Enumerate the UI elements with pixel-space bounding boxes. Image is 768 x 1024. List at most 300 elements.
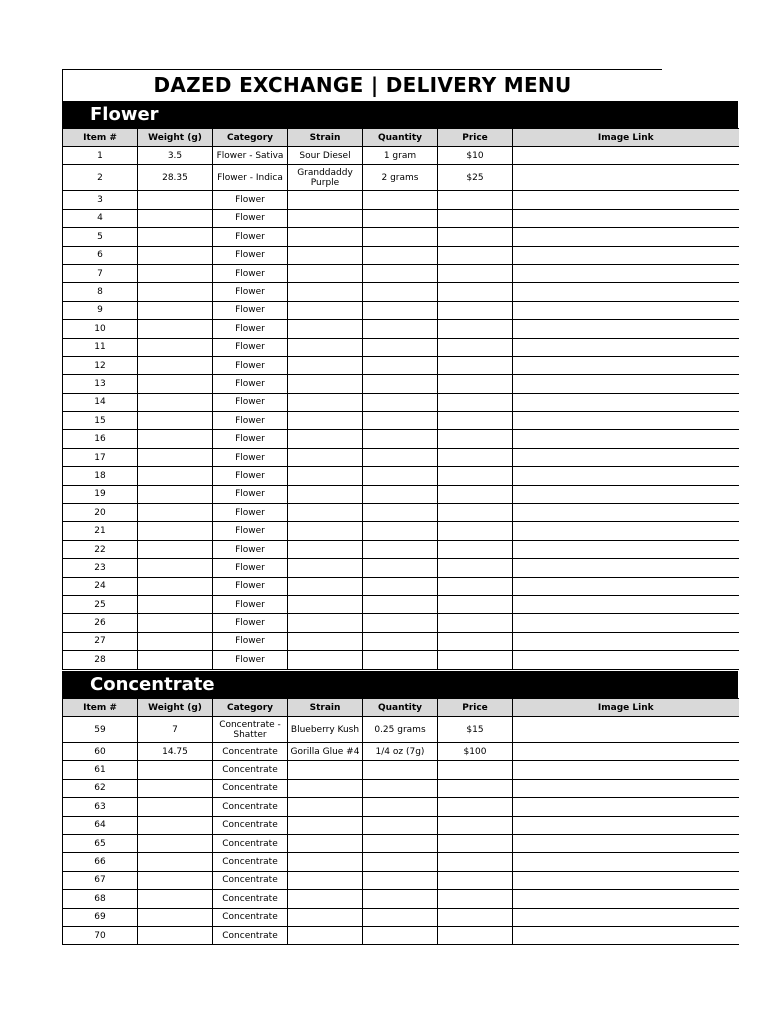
cell-weight: [138, 264, 213, 282]
menu-title: DAZED EXCHANGE | DELIVERY MENU: [62, 69, 662, 101]
cell-weight: [138, 595, 213, 613]
cell-quantity: [363, 926, 438, 944]
column-header-weight: Weight (g): [138, 699, 213, 717]
cell-price: [438, 375, 513, 393]
cell-category: Concentrate: [213, 834, 288, 852]
cell-quantity: [363, 246, 438, 264]
cell-strain: [288, 264, 363, 282]
column-header-weight: Weight (g): [138, 129, 213, 147]
cell-strain: Sour Diesel: [288, 147, 363, 165]
cell-category: Concentrate: [213, 853, 288, 871]
cell-weight: [138, 430, 213, 448]
cell-price: [438, 559, 513, 577]
cell-category: Flower: [213, 338, 288, 356]
cell-item-number: 10: [63, 320, 138, 338]
cell-strain: [288, 283, 363, 301]
cell-weight: [138, 522, 213, 540]
cell-item-number: 60: [63, 743, 138, 761]
cell-price: [438, 393, 513, 411]
cell-weight: [138, 467, 213, 485]
cell-image-link: [513, 412, 739, 430]
cell-price: [438, 485, 513, 503]
table-row: [63, 632, 739, 650]
table-row: [63, 393, 739, 411]
cell-weight: [138, 614, 213, 632]
cell-image-link: [513, 834, 739, 852]
cell-quantity: [363, 320, 438, 338]
cell-item-number: 15: [63, 412, 138, 430]
cell-strain: [288, 779, 363, 797]
cell-quantity: [363, 651, 438, 669]
cell-image-link: [513, 522, 739, 540]
table-row: [63, 816, 739, 834]
table-row: [63, 577, 739, 595]
cell-category: Flower: [213, 577, 288, 595]
cell-category: Concentrate: [213, 816, 288, 834]
cell-item-number: 20: [63, 504, 138, 522]
table-row: [63, 430, 739, 448]
cell-quantity: [363, 228, 438, 246]
cell-price: [438, 356, 513, 374]
table-row: [63, 301, 739, 319]
table-row: [63, 504, 739, 522]
cell-item-number: 19: [63, 485, 138, 503]
table-row: [63, 743, 739, 761]
cell-category: Flower: [213, 430, 288, 448]
cell-price: [438, 540, 513, 558]
cell-quantity: [363, 338, 438, 356]
cell-category: Flower: [213, 467, 288, 485]
cell-weight: [138, 779, 213, 797]
column-header-strain: Strain: [288, 129, 363, 147]
cell-strain: [288, 228, 363, 246]
cell-category: Flower: [213, 595, 288, 613]
cell-weight: [138, 926, 213, 944]
table-row: [63, 798, 739, 816]
cell-price: [438, 779, 513, 797]
cell-category: Flower - Sativa: [213, 147, 288, 165]
cell-weight: [138, 485, 213, 503]
cell-strain: [288, 430, 363, 448]
cell-item-number: 23: [63, 559, 138, 577]
cell-weight: [138, 338, 213, 356]
cell-item-number: 28: [63, 651, 138, 669]
cell-strain: [288, 301, 363, 319]
table-header-row: [63, 129, 739, 147]
cell-strain: [288, 834, 363, 852]
table-row: [63, 871, 739, 889]
cell-strain: Granddaddy Purple: [288, 165, 363, 191]
cell-price: $15: [438, 717, 513, 743]
column-header-item: Item #: [63, 699, 138, 717]
cell-price: [438, 448, 513, 466]
table-row: [63, 559, 739, 577]
cell-item-number: 26: [63, 614, 138, 632]
column-header-price: Price: [438, 699, 513, 717]
cell-image-link: [513, 246, 739, 264]
cell-strain: [288, 853, 363, 871]
table-row: [63, 761, 739, 779]
section-header-concentrate: Concentrate: [62, 671, 738, 698]
cell-item-number: 1: [63, 147, 138, 165]
cell-weight: [138, 283, 213, 301]
column-header-category: Category: [213, 129, 288, 147]
cell-category: Flower: [213, 651, 288, 669]
cell-image-link: [513, 165, 739, 191]
cell-image-link: [513, 871, 739, 889]
cell-price: [438, 871, 513, 889]
column-header-image-link: Image Link: [513, 699, 739, 717]
cell-quantity: [363, 559, 438, 577]
cell-image-link: [513, 338, 739, 356]
cell-quantity: [363, 393, 438, 411]
cell-price: [438, 228, 513, 246]
table-row: [63, 926, 739, 944]
cell-category: Flower: [213, 504, 288, 522]
cell-price: [438, 614, 513, 632]
cell-quantity: [363, 522, 438, 540]
cell-weight: 3.5: [138, 147, 213, 165]
cell-image-link: [513, 651, 739, 669]
table-row: [63, 467, 739, 485]
cell-category: Flower: [213, 448, 288, 466]
cell-image-link: [513, 540, 739, 558]
cell-strain: Gorilla Glue #4: [288, 743, 363, 761]
table-row: [63, 228, 739, 246]
table-row: [63, 651, 739, 669]
table-row: [63, 375, 739, 393]
cell-strain: [288, 926, 363, 944]
cell-quantity: [363, 761, 438, 779]
cell-strain: [288, 320, 363, 338]
cell-category: Flower: [213, 393, 288, 411]
cell-item-number: 7: [63, 264, 138, 282]
column-header-strain: Strain: [288, 699, 363, 717]
cell-price: $25: [438, 165, 513, 191]
cell-quantity: [363, 412, 438, 430]
cell-item-number: 8: [63, 283, 138, 301]
table-row: [63, 485, 739, 503]
cell-strain: [288, 871, 363, 889]
cell-quantity: [363, 834, 438, 852]
cell-strain: [288, 559, 363, 577]
cell-price: [438, 632, 513, 650]
cell-item-number: 27: [63, 632, 138, 650]
cell-image-link: [513, 926, 739, 944]
cell-category: Flower: [213, 485, 288, 503]
cell-weight: 28.35: [138, 165, 213, 191]
cell-item-number: 59: [63, 717, 138, 743]
cell-image-link: [513, 485, 739, 503]
cell-category: Flower: [213, 283, 288, 301]
cell-quantity: [363, 779, 438, 797]
table-row: [63, 779, 739, 797]
cell-quantity: [363, 467, 438, 485]
cell-image-link: [513, 209, 739, 227]
cell-item-number: 3: [63, 191, 138, 209]
cell-price: [438, 816, 513, 834]
cell-category: Flower: [213, 320, 288, 338]
cell-image-link: [513, 228, 739, 246]
cell-weight: [138, 577, 213, 595]
column-header-item: Item #: [63, 129, 138, 147]
cell-price: [438, 798, 513, 816]
table-row: [63, 165, 739, 191]
cell-item-number: 24: [63, 577, 138, 595]
cell-strain: [288, 632, 363, 650]
cell-image-link: [513, 890, 739, 908]
cell-category: Flower: [213, 540, 288, 558]
cell-price: [438, 651, 513, 669]
cell-weight: [138, 356, 213, 374]
cell-category: Concentrate: [213, 743, 288, 761]
cell-price: [438, 908, 513, 926]
cell-category: Flower: [213, 209, 288, 227]
table-row: [63, 614, 739, 632]
cell-item-number: 67: [63, 871, 138, 889]
cell-image-link: [513, 559, 739, 577]
cell-price: $100: [438, 743, 513, 761]
cell-item-number: 12: [63, 356, 138, 374]
cell-quantity: [363, 798, 438, 816]
cell-image-link: [513, 448, 739, 466]
cell-image-link: [513, 320, 739, 338]
cell-quantity: [363, 430, 438, 448]
cell-item-number: 65: [63, 834, 138, 852]
cell-image-link: [513, 356, 739, 374]
cell-quantity: [363, 264, 438, 282]
cell-strain: [288, 393, 363, 411]
cell-strain: [288, 412, 363, 430]
cell-strain: [288, 540, 363, 558]
cell-category: Flower - Indica: [213, 165, 288, 191]
cell-category: Flower: [213, 228, 288, 246]
cell-quantity: 2 grams: [363, 165, 438, 191]
cell-item-number: 25: [63, 595, 138, 613]
cell-weight: 7: [138, 717, 213, 743]
cell-price: [438, 412, 513, 430]
cell-image-link: [513, 614, 739, 632]
cell-weight: [138, 246, 213, 264]
flower-table: [62, 128, 739, 670]
cell-item-number: 14: [63, 393, 138, 411]
table-row: [63, 147, 739, 165]
table-row: [63, 320, 739, 338]
cell-image-link: [513, 761, 739, 779]
cell-weight: [138, 393, 213, 411]
cell-strain: [288, 614, 363, 632]
cell-strain: [288, 375, 363, 393]
cell-strain: [288, 595, 363, 613]
cell-weight: [138, 191, 213, 209]
cell-quantity: [363, 191, 438, 209]
cell-item-number: 64: [63, 816, 138, 834]
cell-image-link: [513, 283, 739, 301]
cell-image-link: [513, 908, 739, 926]
table-row: [63, 191, 739, 209]
cell-image-link: [513, 577, 739, 595]
cell-weight: [138, 209, 213, 227]
cell-quantity: 0.25 grams: [363, 717, 438, 743]
cell-strain: [288, 448, 363, 466]
cell-category: Flower: [213, 614, 288, 632]
concentrate-table: [62, 698, 739, 945]
cell-strain: [288, 191, 363, 209]
cell-weight: [138, 301, 213, 319]
cell-image-link: [513, 798, 739, 816]
cell-strain: [288, 651, 363, 669]
cell-price: [438, 246, 513, 264]
cell-item-number: 69: [63, 908, 138, 926]
cell-image-link: [513, 301, 739, 319]
cell-category: Flower: [213, 356, 288, 374]
cell-quantity: 1 gram: [363, 147, 438, 165]
cell-strain: [288, 246, 363, 264]
column-header-image-link: Image Link: [513, 129, 739, 147]
table-row: [63, 209, 739, 227]
cell-weight: [138, 853, 213, 871]
cell-item-number: 18: [63, 467, 138, 485]
cell-strain: [288, 816, 363, 834]
cell-category: Flower: [213, 246, 288, 264]
cell-category: Flower: [213, 375, 288, 393]
table-header-row: [63, 699, 739, 717]
cell-weight: [138, 540, 213, 558]
cell-price: $10: [438, 147, 513, 165]
cell-image-link: [513, 504, 739, 522]
cell-quantity: [363, 375, 438, 393]
cell-quantity: [363, 283, 438, 301]
cell-category: Concentrate: [213, 779, 288, 797]
cell-price: [438, 595, 513, 613]
cell-quantity: [363, 816, 438, 834]
cell-category: Flower: [213, 301, 288, 319]
cell-quantity: [363, 632, 438, 650]
column-header-price: Price: [438, 129, 513, 147]
cell-strain: Blueberry Kush: [288, 717, 363, 743]
cell-image-link: [513, 743, 739, 761]
cell-price: [438, 834, 513, 852]
cell-price: [438, 761, 513, 779]
column-header-quantity: Quantity: [363, 699, 438, 717]
cell-image-link: [513, 147, 739, 165]
cell-strain: [288, 485, 363, 503]
cell-item-number: 11: [63, 338, 138, 356]
cell-item-number: 5: [63, 228, 138, 246]
cell-category: Flower: [213, 191, 288, 209]
cell-weight: [138, 375, 213, 393]
cell-quantity: [363, 614, 438, 632]
cell-item-number: 63: [63, 798, 138, 816]
cell-price: [438, 191, 513, 209]
cell-item-number: 61: [63, 761, 138, 779]
cell-item-number: 21: [63, 522, 138, 540]
cell-image-link: [513, 853, 739, 871]
cell-weight: [138, 651, 213, 669]
cell-strain: [288, 798, 363, 816]
cell-quantity: [363, 209, 438, 227]
cell-image-link: [513, 375, 739, 393]
table-row: [63, 834, 739, 852]
cell-weight: [138, 798, 213, 816]
table-row: [63, 595, 739, 613]
cell-image-link: [513, 264, 739, 282]
table-row: [63, 246, 739, 264]
cell-quantity: [363, 890, 438, 908]
cell-category: Concentrate - Shatter: [213, 717, 288, 743]
table-row: [63, 264, 739, 282]
cell-quantity: [363, 595, 438, 613]
cell-price: [438, 853, 513, 871]
cell-category: Concentrate: [213, 890, 288, 908]
cell-price: [438, 264, 513, 282]
cell-quantity: [363, 853, 438, 871]
cell-price: [438, 926, 513, 944]
cell-weight: [138, 412, 213, 430]
cell-category: Flower: [213, 522, 288, 540]
section-header-flower: Flower: [62, 101, 738, 128]
cell-item-number: 66: [63, 853, 138, 871]
cell-category: Concentrate: [213, 761, 288, 779]
cell-quantity: [363, 504, 438, 522]
cell-quantity: [363, 485, 438, 503]
cell-item-number: 22: [63, 540, 138, 558]
cell-image-link: [513, 816, 739, 834]
table-row: [63, 283, 739, 301]
table-row: [63, 448, 739, 466]
cell-price: [438, 209, 513, 227]
cell-price: [438, 522, 513, 540]
cell-quantity: [363, 301, 438, 319]
cell-strain: [288, 209, 363, 227]
cell-category: Concentrate: [213, 926, 288, 944]
cell-category: Flower: [213, 559, 288, 577]
cell-price: [438, 467, 513, 485]
cell-image-link: [513, 779, 739, 797]
table-row: [63, 412, 739, 430]
cell-image-link: [513, 191, 739, 209]
cell-weight: [138, 834, 213, 852]
cell-item-number: 9: [63, 301, 138, 319]
cell-weight: [138, 890, 213, 908]
cell-category: Flower: [213, 264, 288, 282]
cell-weight: 14.75: [138, 743, 213, 761]
table-row: [63, 338, 739, 356]
cell-image-link: [513, 595, 739, 613]
cell-item-number: 2: [63, 165, 138, 191]
cell-image-link: [513, 393, 739, 411]
cell-quantity: [363, 908, 438, 926]
cell-price: [438, 338, 513, 356]
cell-image-link: [513, 717, 739, 743]
cell-item-number: 17: [63, 448, 138, 466]
cell-item-number: 4: [63, 209, 138, 227]
cell-weight: [138, 228, 213, 246]
cell-strain: [288, 467, 363, 485]
cell-quantity: 1/4 oz (7g): [363, 743, 438, 761]
cell-weight: [138, 559, 213, 577]
cell-price: [438, 283, 513, 301]
cell-strain: [288, 338, 363, 356]
cell-item-number: 13: [63, 375, 138, 393]
cell-category: Concentrate: [213, 798, 288, 816]
cell-weight: [138, 761, 213, 779]
cell-image-link: [513, 632, 739, 650]
cell-strain: [288, 890, 363, 908]
cell-price: [438, 430, 513, 448]
table-row: [63, 853, 739, 871]
cell-item-number: 70: [63, 926, 138, 944]
